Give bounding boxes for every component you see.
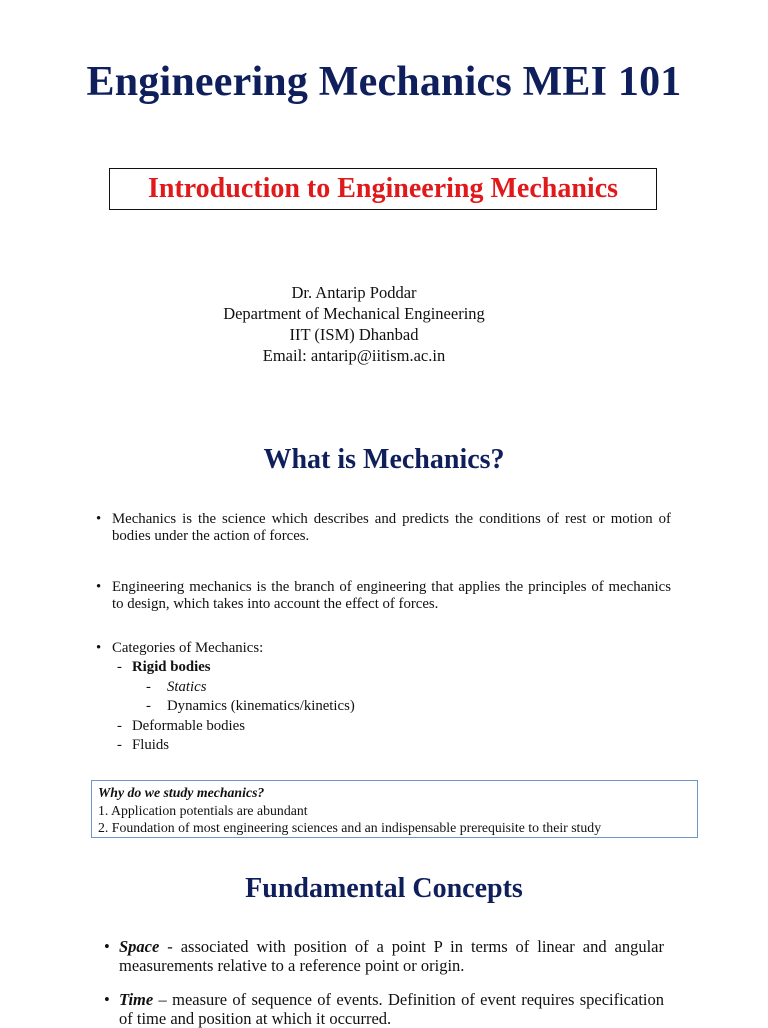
- dash-icon: -: [146, 698, 151, 714]
- author-name: Dr. Antarip Poddar: [291, 283, 417, 302]
- bullet-text: Engineering mechanics is the branch of engineering that applies the principles of mechanics to design, which takes into account the effect of forces.: [112, 579, 671, 612]
- concept-text: – measure of sequence of events. Definition of event requires specification of time and position at which it occurred.: [119, 990, 664, 1028]
- author-institute: IIT (ISM) Dhanbad: [289, 325, 419, 344]
- callout-line-1: 1. Application potentials are abundant: [98, 802, 308, 818]
- category-deformable-bodies: [117, 717, 671, 737]
- bullet-item: [96, 640, 671, 657]
- document-title: Engineering Mechanics MEI 101: [86, 59, 682, 105]
- categories-list: [96, 658, 671, 756]
- category-label: Statics: [167, 678, 207, 695]
- concept-term: Time: [119, 990, 154, 1009]
- bullet-icon: •: [104, 937, 110, 956]
- bullet-icon: •: [104, 990, 110, 1009]
- bullet-item: [96, 579, 671, 613]
- author-email: Email: antarip@iitism.ac.in: [262, 346, 446, 365]
- author-block: [0, 282, 708, 366]
- concept-space: [104, 937, 664, 975]
- dash-icon: -: [146, 678, 151, 695]
- category-statics: [117, 678, 671, 698]
- dash-icon: -: [117, 659, 122, 675]
- category-fluids: [117, 736, 671, 756]
- subtitle-text: Introduction to Engineering Mechanics: [147, 173, 619, 204]
- dash-icon: -: [117, 717, 122, 734]
- dash-icon: -: [117, 737, 122, 753]
- bullet-icon: •: [96, 640, 102, 656]
- category-dynamics: [117, 697, 671, 717]
- callout-line-2: 2. Foundation of most engineering sciences and an indispensable prerequisite to their study: [98, 820, 602, 835]
- category-label: Fluids: [132, 737, 170, 753]
- concept-text: - associated with position of a point P in terms of linear and angular measurements relative to a reference point or origin.: [119, 937, 664, 975]
- category-label: Deformable bodies: [132, 717, 245, 734]
- concept-time: [104, 990, 664, 1028]
- bullet-text: Categories of Mechanics:: [112, 640, 264, 656]
- why-study-callout: [91, 780, 698, 838]
- bullet-item: [96, 511, 671, 545]
- section-heading-fundamental-concepts: Fundamental Concepts: [245, 873, 523, 904]
- subtitle-box: [109, 168, 657, 210]
- category-label: Rigid bodies: [132, 659, 211, 675]
- category-label: Dynamics (kinematics/kinetics): [167, 698, 355, 714]
- bullet-text: Mechanics is the science which describes and predicts the conditions of rest or motion of bodies under the action of forces.: [112, 511, 671, 544]
- bullet-icon: •: [96, 511, 102, 527]
- author-department: Department of Mechanical Engineering: [223, 304, 485, 323]
- section-heading-what-is-mechanics: What is Mechanics?: [263, 444, 505, 475]
- category-rigid-bodies: [117, 658, 671, 678]
- callout-title: Why do we study mechanics?: [98, 785, 265, 800]
- concept-term: Space: [119, 937, 160, 956]
- fundamental-concepts-list: [104, 937, 664, 1028]
- bullet-icon: •: [96, 579, 102, 595]
- mechanics-definition-list: [96, 511, 671, 756]
